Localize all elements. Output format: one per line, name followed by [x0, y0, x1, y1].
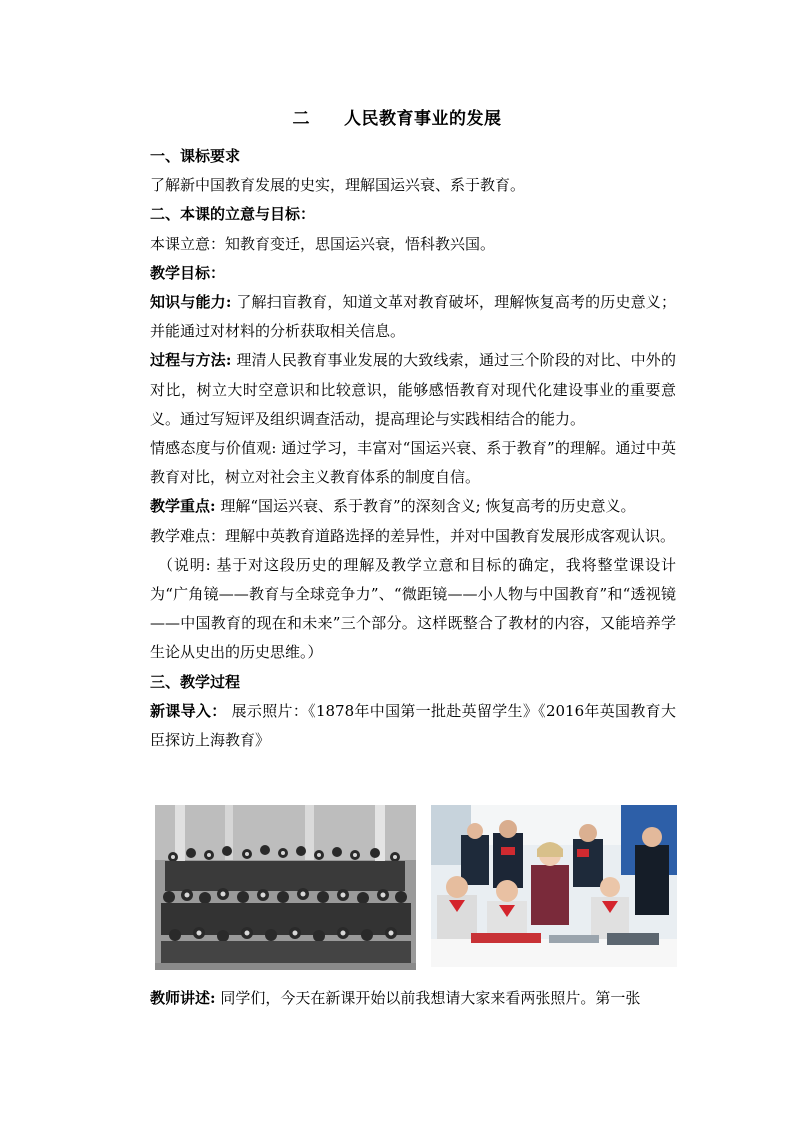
classroom-photo-illustration [431, 805, 677, 967]
photo-row [155, 805, 677, 970]
intro-label: 新课导入： [150, 701, 227, 720]
teacher-label: 教师讲述 [150, 989, 211, 1007]
goal-process-text: 理清人民教育事业发展的大致线索，通过三个阶段的对比、中外的对比，树立大时空意识和比较意识，能够感悟教育对现代化建设事业的重要意义。通过写短评及组织调查活动，提高理论与实践相结合的能力。 [150, 351, 676, 428]
title-number: 二 [292, 109, 310, 129]
intent-text: 本课立意：知教育变迁，思国运兴衰，悟科教兴国。 [150, 234, 496, 253]
difficulty-points: 教学难点：理解中英教育道路选择的差异性，并对中国教育发展形成客观认识。 [150, 526, 676, 545]
document-body [150, 142, 676, 755]
standards-text: 了解新中国教育发展的史实，理解国运兴衰、系于教育。 [150, 176, 526, 195]
key-points-label: 教学重点: [150, 497, 216, 516]
teacher-narration [150, 984, 676, 1013]
goal-knowledge-text: 了解扫盲教育，知道文革对教育破坏，理解恢复高考的历史意义；并能通过对材料的分析获取相关信息。 [150, 293, 676, 341]
photo-2016-minister-visit [431, 805, 677, 967]
photo-1878-students [155, 805, 416, 970]
key-points [150, 492, 676, 521]
goal-process: 过程与方法: 理清人民教育事业发展的大致线索，通过三个阶段的对比、中外的对比，树立大时空意识和比较意识，能够感悟教育对现代化建设事业的重要意义。通过写短评及组织调查活动，提高理论与实践相结合的能力。 [150, 351, 676, 428]
section-heading-standards: 一、课标要求 [150, 147, 241, 165]
goal-knowledge-label: 知识与能力 [150, 293, 226, 312]
goal-process-label: 过程与方法 [150, 351, 226, 370]
design-note: （说明: 基于对这段历史的理解及教学立意和目标的确定，我将整堂课设计为“广角镜——教育与全球竞争力”、“微距镜——小人物与中国教育”和“透视镜——中国教育的现在和未来”三个部分。这样既整合了教材的内容，又能培养学生论从史出的历史思维。） [150, 555, 676, 662]
intro-paragraph [150, 697, 676, 755]
title-text: 人民教育事业的发展 [344, 109, 502, 129]
group-photo-illustration [155, 805, 416, 970]
section-heading-intent: 二、本课的立意与目标： [150, 205, 316, 224]
key-points-text: 理解“国运兴衰、系于教育”的深刻含义; 恢复高考的历史意义。 [220, 497, 636, 516]
goals-heading: 教学目标： [150, 263, 226, 282]
teacher-paragraph: 教师讲述: 同学们，今天在新课开始以前我想请大家来看两张照片。第一张 [150, 989, 641, 1007]
teacher-text: 同学们，今天在新课开始以前我想请大家来看两张照片。第一张 [220, 989, 641, 1007]
intro-text: 展示照片：《1878年中国第一批赴英留学生》《2016年英国教育大臣探访上海教育》 [150, 701, 676, 750]
goal-values: 情感态度与价值观: 通过学习，丰富对“国运兴衰、系于教育”的理解。通过中英教育对比，树立对社会主义教育体系的制度自信。 [150, 439, 676, 487]
goal-knowledge: 知识与能力: 了解扫盲教育，知道文革对教育破坏，理解恢复高考的历史意义；并能通过对材料的分析获取相关信息。 [150, 293, 676, 341]
page-title [0, 104, 794, 129]
section-heading-process: 三、教学过程 [150, 672, 241, 691]
